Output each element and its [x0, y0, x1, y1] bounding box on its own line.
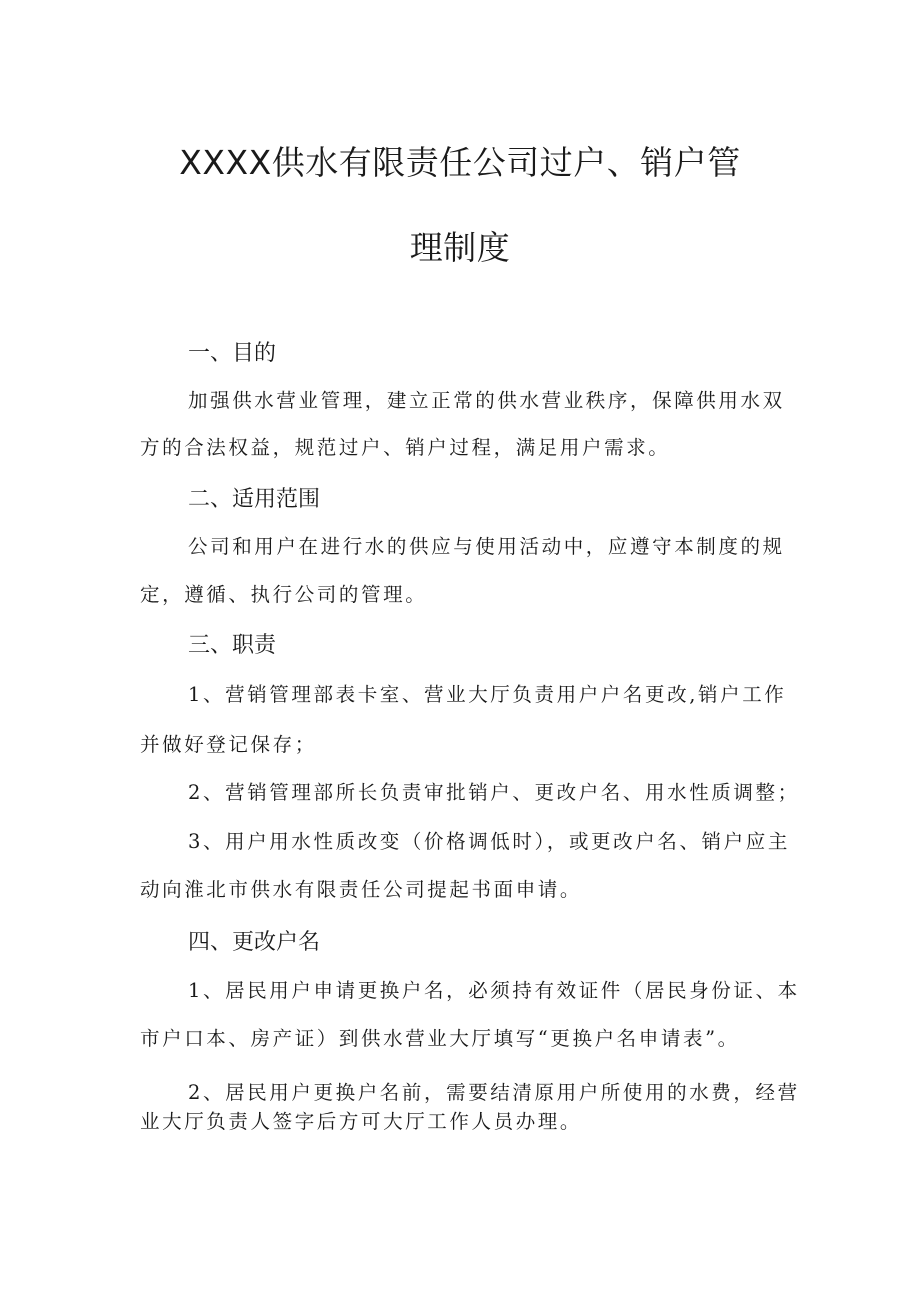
paragraph-line: 1、居民用户申请更换户名，必须持有效证件（居民身份证、本 [188, 979, 800, 1002]
section-heading-responsibilities: 三、职责 [188, 633, 277, 658]
paragraph-line: 定，遵循、执行公司的管理。 [140, 583, 428, 606]
paragraph-line: 加强供水营业管理，建立正常的供水营业秩序，保障供用水双 [188, 389, 785, 412]
paragraph-line: 3、用户用水性质改变（价格调低时），或更改户名、销户应主 [188, 830, 790, 853]
paragraph-line: 公司和用户在进行水的供应与使用活动中，应遵守本制度的规 [188, 535, 785, 558]
document-title-line-1: XXXX供水有限责任公司过户、销户管 [179, 143, 741, 182]
paragraph-line: 业大厅负责人签字后方可大厅工作人员办理。 [140, 1110, 583, 1133]
section-heading-change-name: 四、更改户名 [188, 930, 321, 955]
paragraph-line: 2、营销管理部所长负责审批销户、更改户名、用水性质调整； [188, 781, 800, 804]
section-heading-purpose: 一、目的 [188, 341, 277, 366]
paragraph-line: 市户口本、房产证）到供水营业大厅填写“更换户名申请表”。 [140, 1027, 740, 1050]
section-heading-scope: 二、适用范围 [188, 487, 321, 512]
document-title-line-2: 理制度 [409, 228, 511, 267]
paragraph-line: 方的合法权益，规范过户、销户过程，满足用户需求。 [140, 436, 671, 459]
paragraph-line: 动向淮北市供水有限责任公司提起书面申请。 [140, 878, 583, 901]
paragraph-line: 1、营销管理部表卡室、营业大厅负责用户户名更改,销户工作 [188, 683, 787, 706]
paragraph-line: 2、居民用户更换户名前，需要结清原用户所使用的水费，经营 [188, 1081, 800, 1104]
paragraph-line: 并做好登记保存； [140, 733, 317, 756]
